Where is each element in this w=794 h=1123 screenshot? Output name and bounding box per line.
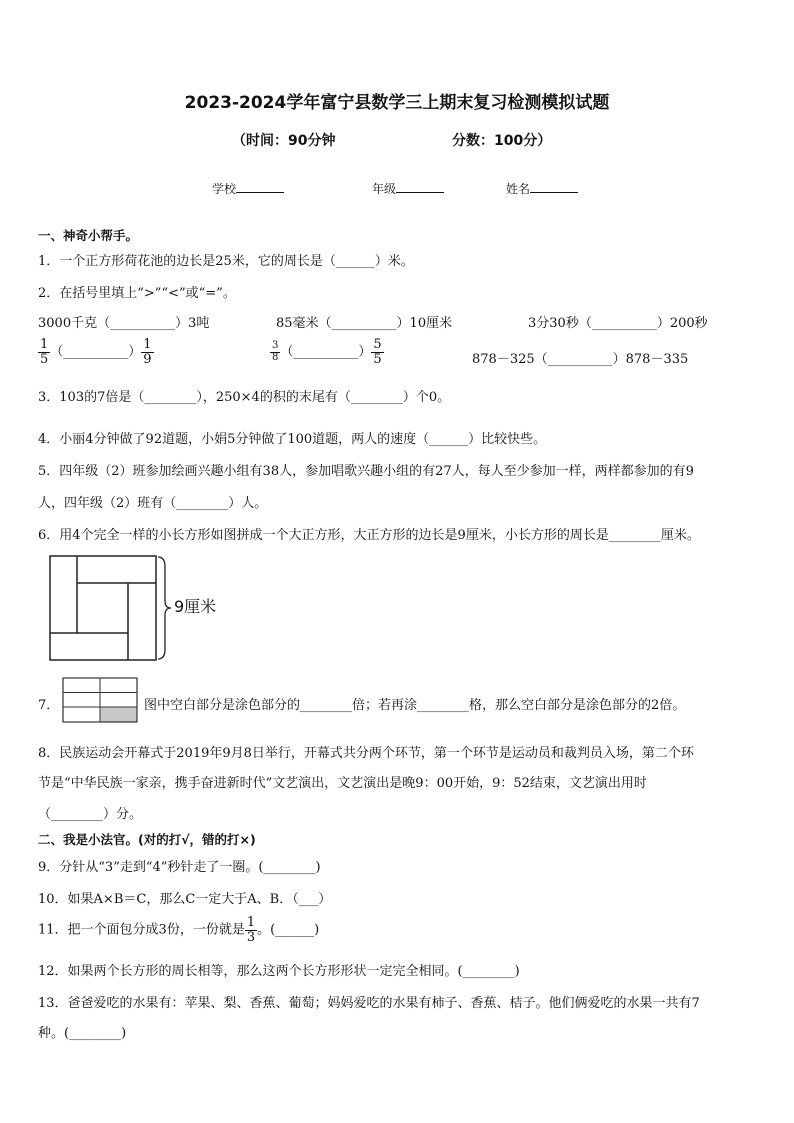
page-title: 2023-2024学年富宁县数学三上期末复习检测模拟试题 [184,93,610,113]
school-field[interactable] [212,180,284,197]
fraction-3-8: $\frac{3}{8}$ [272,340,279,363]
grid-shading-figure [62,677,138,727]
question-5-line-2: 人，四年级（2）班有（________）人。 [38,496,268,511]
name-label: 姓名 [506,182,531,196]
question-8-line-1: 8．民族运动会开幕式于2019年9月8日举行，开幕式共分两个环节，第一个环节是运动员和裁判员入场，第二个环 [38,746,694,761]
name-blank[interactable] [530,180,578,193]
fraction-1-5: $\frac{1}{5}$ [40,337,49,367]
question-7-text: 图中空白部分是涂色部分的________倍；若再涂________格，那么空白部分是涂色部分的2倍。 [144,698,686,713]
question-12: 12．如果两个长方形的周长相等，那么这两个长方形形状一定完全相同。(________) [38,964,520,979]
fraction-1-9: $\frac{1}{9}$ [143,337,152,367]
question-4: 4．小丽4分钟做了92道题，小娟5分钟做了100道题，两人的速度（______）比较快些。 [38,432,547,447]
grade-blank[interactable] [396,180,444,193]
question-10: 10．如果A×B＝C，那么C一定大于A、B．（___） [38,892,332,907]
question-1: 1．一个正方形荷花池的边长是25米，它的周长是（______）米。 [38,254,414,269]
fraction-1-3: $\frac{1}{3}$ [246,915,256,945]
question-8-line-3: （________）分。 [38,807,143,822]
school-blank[interactable] [236,180,284,193]
question-13-line-1: 13．爸爸爱吃的水果有：苹果、梨、香蕉、葡萄；妈妈爱吃的水果有柿子、香蕉、桔子。他们俩爱吃的水果一共有7 [38,996,700,1011]
section-1-heading: 一、神奇小帮手。 [38,228,139,243]
q2-item-6: 878－325（__________）878－335 [472,352,689,367]
question-2: 2．在括号里填上“>”“<”或“=”。 [38,286,236,301]
exam-score: 分数：100分） [452,133,552,149]
grade-field[interactable] [372,180,444,197]
question-5-line-1: 5．四年级（2）班参加绘画兴趣小组有38人，参加唱歌兴趣小组的有27人，每人至少参加一样，两样都参加的有9 [38,464,694,479]
question-8-line-2: 节是“中华民族一家亲，携手奋进新时代”文艺演出，文艺演出是晚9：00开始，9：52结束，文艺演出用时 [38,776,647,791]
q2-item-5 [270,338,384,366]
question-3: 3．103的7倍是（________），250×4的积的末尾有（________）个0。 [38,390,451,405]
question-6: 6．用4个完全一样的小长方形如图拼成一个大正方形，大正方形的边长是9厘米，小长方形的周长是________厘米。 [38,528,700,543]
question-13-line-2: 种。(________) [38,1026,127,1041]
question-11: 11．把一个面包分成3份，一份就是 $\frac{1}{3}$ 。(______) [38,915,320,945]
exam-time: （时间：90分钟 [232,133,336,149]
q2-item-2: 85毫米（__________）10厘米 [276,316,453,331]
q2-item-3: 3分30秒（__________）200秒 [528,316,708,331]
school-label: 学校 [212,182,237,196]
name-field[interactable] [506,180,578,197]
question-7-number: 7． [38,698,60,713]
question-9: 9．分针从“3”走到“4”秒针走了一圈。(________) [38,860,321,875]
q2-item-4 [38,338,154,366]
fraction-5-5: $\frac{5}{5}$ [373,337,382,367]
figure-6-label: 9厘米 [174,597,217,616]
q2-blank-4: （__________） [50,344,142,360]
q2-item-1: 3000千克（__________）3吨 [38,316,210,331]
section-2-heading: 二、我是小法官。(对的打√，错的打×) [38,832,256,847]
q2-blank-5: （__________） [280,344,372,360]
grade-label: 年级 [372,182,397,196]
